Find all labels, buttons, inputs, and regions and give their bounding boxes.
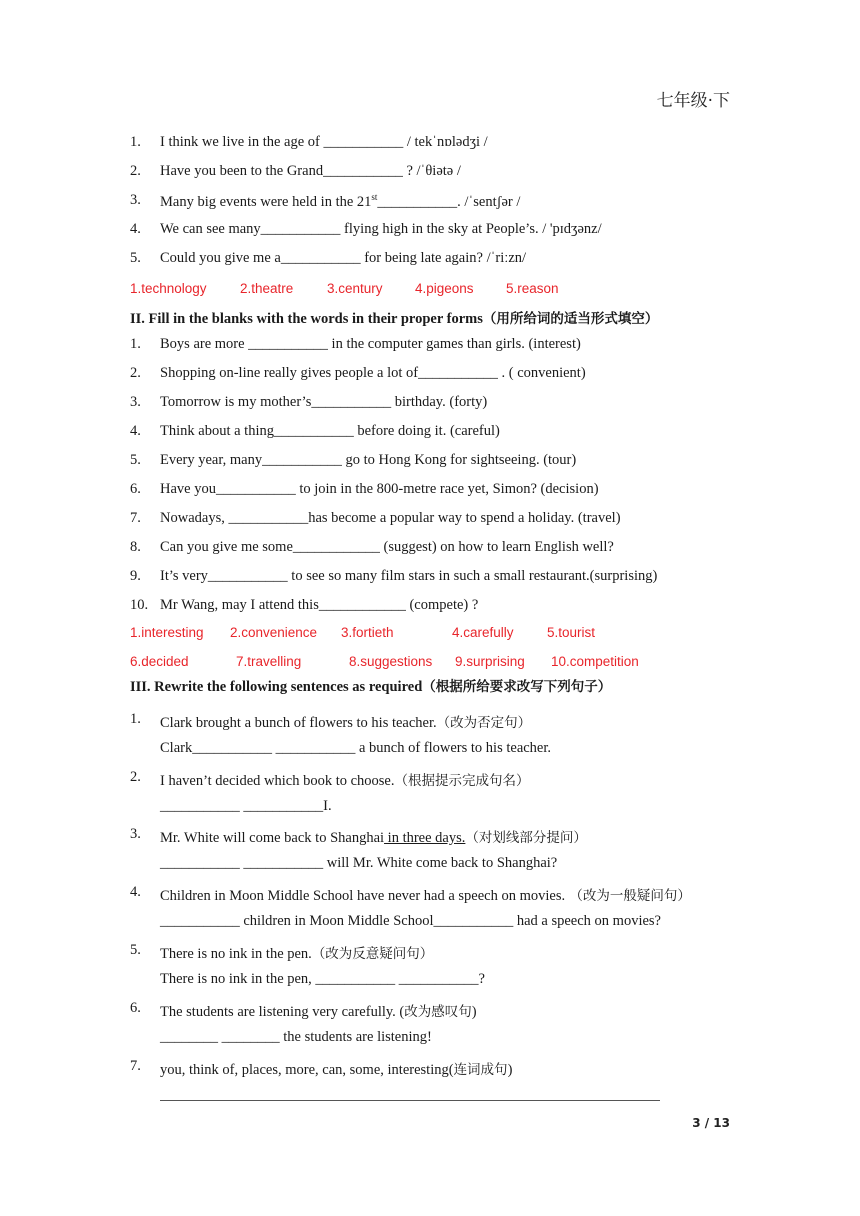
question-text-main: Clark brought a bunch of flowers to his teacher. — [160, 715, 437, 731]
question-text: Could you give me a___________ for being late again? /ˈriːzn/ — [160, 250, 527, 266]
answer: 3.century — [327, 281, 383, 296]
question-text — [160, 1000, 477, 1021]
item-number: 3. — [130, 826, 141, 842]
question-text — [160, 192, 520, 211]
answer: 2.convenience — [230, 625, 318, 640]
superscript-st: st — [371, 192, 378, 202]
item-number: 2. — [130, 769, 141, 785]
question-text: Every year, many___________ go to Hong Kong for sightseeing. (tour) — [160, 452, 577, 468]
item-number: 10. — [130, 597, 149, 613]
close-paren: ) — [507, 1062, 513, 1078]
question-text — [160, 769, 530, 790]
item-number: 5. — [130, 250, 141, 266]
question-text: Mr Wang, may I attend this____________ (compete) ? — [160, 597, 479, 613]
grade-header: 七年级·下 — [656, 91, 730, 111]
question-text-main: Mr. White will come back to Shanghai — [160, 830, 385, 846]
question-text — [160, 884, 691, 905]
item-number: 4. — [130, 884, 141, 900]
question-text: Boys are more ___________ in the computer games than girls. (interest) — [160, 336, 581, 352]
question-text: Have you been to the Grand___________ ? /ˈθiətə / — [160, 163, 461, 179]
close-paren: ) — [471, 1004, 477, 1020]
answer: 1.technology — [130, 281, 207, 296]
answer: 10.competition — [551, 654, 639, 669]
answer: 7.travelling — [236, 654, 302, 669]
item-number: 7. — [130, 510, 141, 526]
item-number: 8. — [130, 539, 141, 555]
answer-line: There is no ink in the pen, ___________ ___________? — [160, 971, 485, 987]
question-text: It’s very___________ to see so many film stars in such a small restaurant.(surprising) — [160, 568, 658, 584]
answer-rule-line — [160, 1100, 660, 1101]
item-number: 1. — [130, 711, 141, 727]
answer-line: ________ ________ the students are listening! — [160, 1029, 432, 1045]
answer: 5.tourist — [547, 625, 596, 640]
section-title-cn: （根据所给要求改写下列句子） — [422, 679, 612, 695]
question-text: Think about a thing___________ before doing it. (careful) — [160, 423, 500, 439]
section-title — [130, 675, 611, 696]
question-text: Can you give me some____________ (suggest) on how to learn English well? — [160, 539, 614, 555]
item-number: 9. — [130, 568, 141, 584]
answer: 5.reason — [506, 281, 559, 296]
question-text-pre: Many big events were held in the 21 — [160, 193, 372, 210]
question-text-main: you, think of, places, more, can, some, interesting( — [160, 1062, 454, 1078]
instruction-cn: （改为反意疑问句） — [311, 946, 434, 962]
item-number: 2. — [130, 163, 141, 179]
question-text: Have you___________ to join in the 800-metre race yet, Simon? (decision) — [160, 481, 599, 497]
item-number: 4. — [130, 423, 141, 439]
answer-line: Clark___________ ___________ a bunch of flowers to his teacher. — [160, 740, 552, 756]
question-text: Tomorrow is my mother’s___________ birthday. (forty) — [160, 394, 488, 410]
answer: 2.theatre — [240, 281, 294, 296]
answer: 1.interesting — [130, 625, 204, 640]
question-text — [160, 826, 587, 847]
question-text: We can see many___________ flying high in the sky at People’s. / 'pɪdʒənz/ — [160, 221, 602, 237]
answer: 9.surprising — [455, 654, 525, 669]
underlined-phrase: in three days. — [384, 830, 466, 846]
answer: 8.suggestions — [349, 654, 433, 669]
section-title-en: III. Rewrite the following sentences as required — [130, 679, 423, 695]
section-title-cn: （用所给词的适当形式填空） — [482, 311, 659, 327]
answer: 4.pigeons — [415, 281, 474, 296]
section-title — [130, 307, 658, 328]
item-number: 5. — [130, 942, 141, 958]
question-text — [160, 711, 531, 732]
item-number: 7. — [130, 1058, 141, 1074]
answer: 6.decided — [130, 654, 189, 669]
instruction-cn: 连词成句 — [453, 1062, 508, 1078]
instruction-cn: （改为一般疑问句） — [565, 888, 691, 904]
answer: 4.carefully — [452, 625, 514, 640]
question-text-main: Children in Moon Middle School have never had a speech on movies. — [160, 888, 566, 904]
question-text: Shopping on-line really gives people a lot of___________ . ( convenient) — [160, 365, 586, 381]
item-number: 2. — [130, 365, 141, 381]
question-text-main: There is no ink in the pen. — [160, 946, 312, 962]
item-number: 1. — [130, 336, 141, 352]
instruction-cn: （根据提示完成句名） — [394, 773, 530, 789]
question-text-main: I haven’t decided which book to choose. — [160, 773, 395, 789]
page-number: 3 / 13 — [692, 1116, 730, 1130]
answer: 3.fortieth — [341, 625, 394, 640]
item-number: 5. — [130, 452, 141, 468]
instruction-cn: （对划线部分提问） — [465, 830, 587, 846]
question-text: Nowadays, ___________has become a popular way to spend a holiday. (travel) — [160, 510, 621, 526]
answer-line: ___________ children in Moon Middle School___________ had a speech on movies? — [160, 913, 661, 929]
item-number: 1. — [130, 134, 141, 150]
section-title-en: II. Fill in the blanks with the words in their proper forms — [130, 311, 483, 327]
question-text: I think we live in the age of ___________ / tekˈnɒlədʒi / — [160, 134, 488, 150]
item-number: 6. — [130, 481, 141, 497]
item-number: 3. — [130, 394, 141, 410]
question-text — [160, 942, 433, 963]
answer-line: ___________ ___________I. — [160, 798, 332, 814]
question-text-main: The students are listening very carefully. ( — [160, 1004, 405, 1020]
answer-line: ___________ ___________ will Mr. White come back to Shanghai? — [160, 855, 558, 871]
instruction-cn: （改为否定句） — [436, 715, 532, 731]
item-number: 4. — [130, 221, 141, 237]
instruction-cn: 改为感叹句 — [404, 1004, 472, 1020]
question-text-post: ___________. /ˈsentʃər / — [377, 193, 521, 210]
item-number: 6. — [130, 1000, 141, 1016]
question-text — [160, 1058, 512, 1079]
item-number: 3. — [130, 192, 141, 208]
